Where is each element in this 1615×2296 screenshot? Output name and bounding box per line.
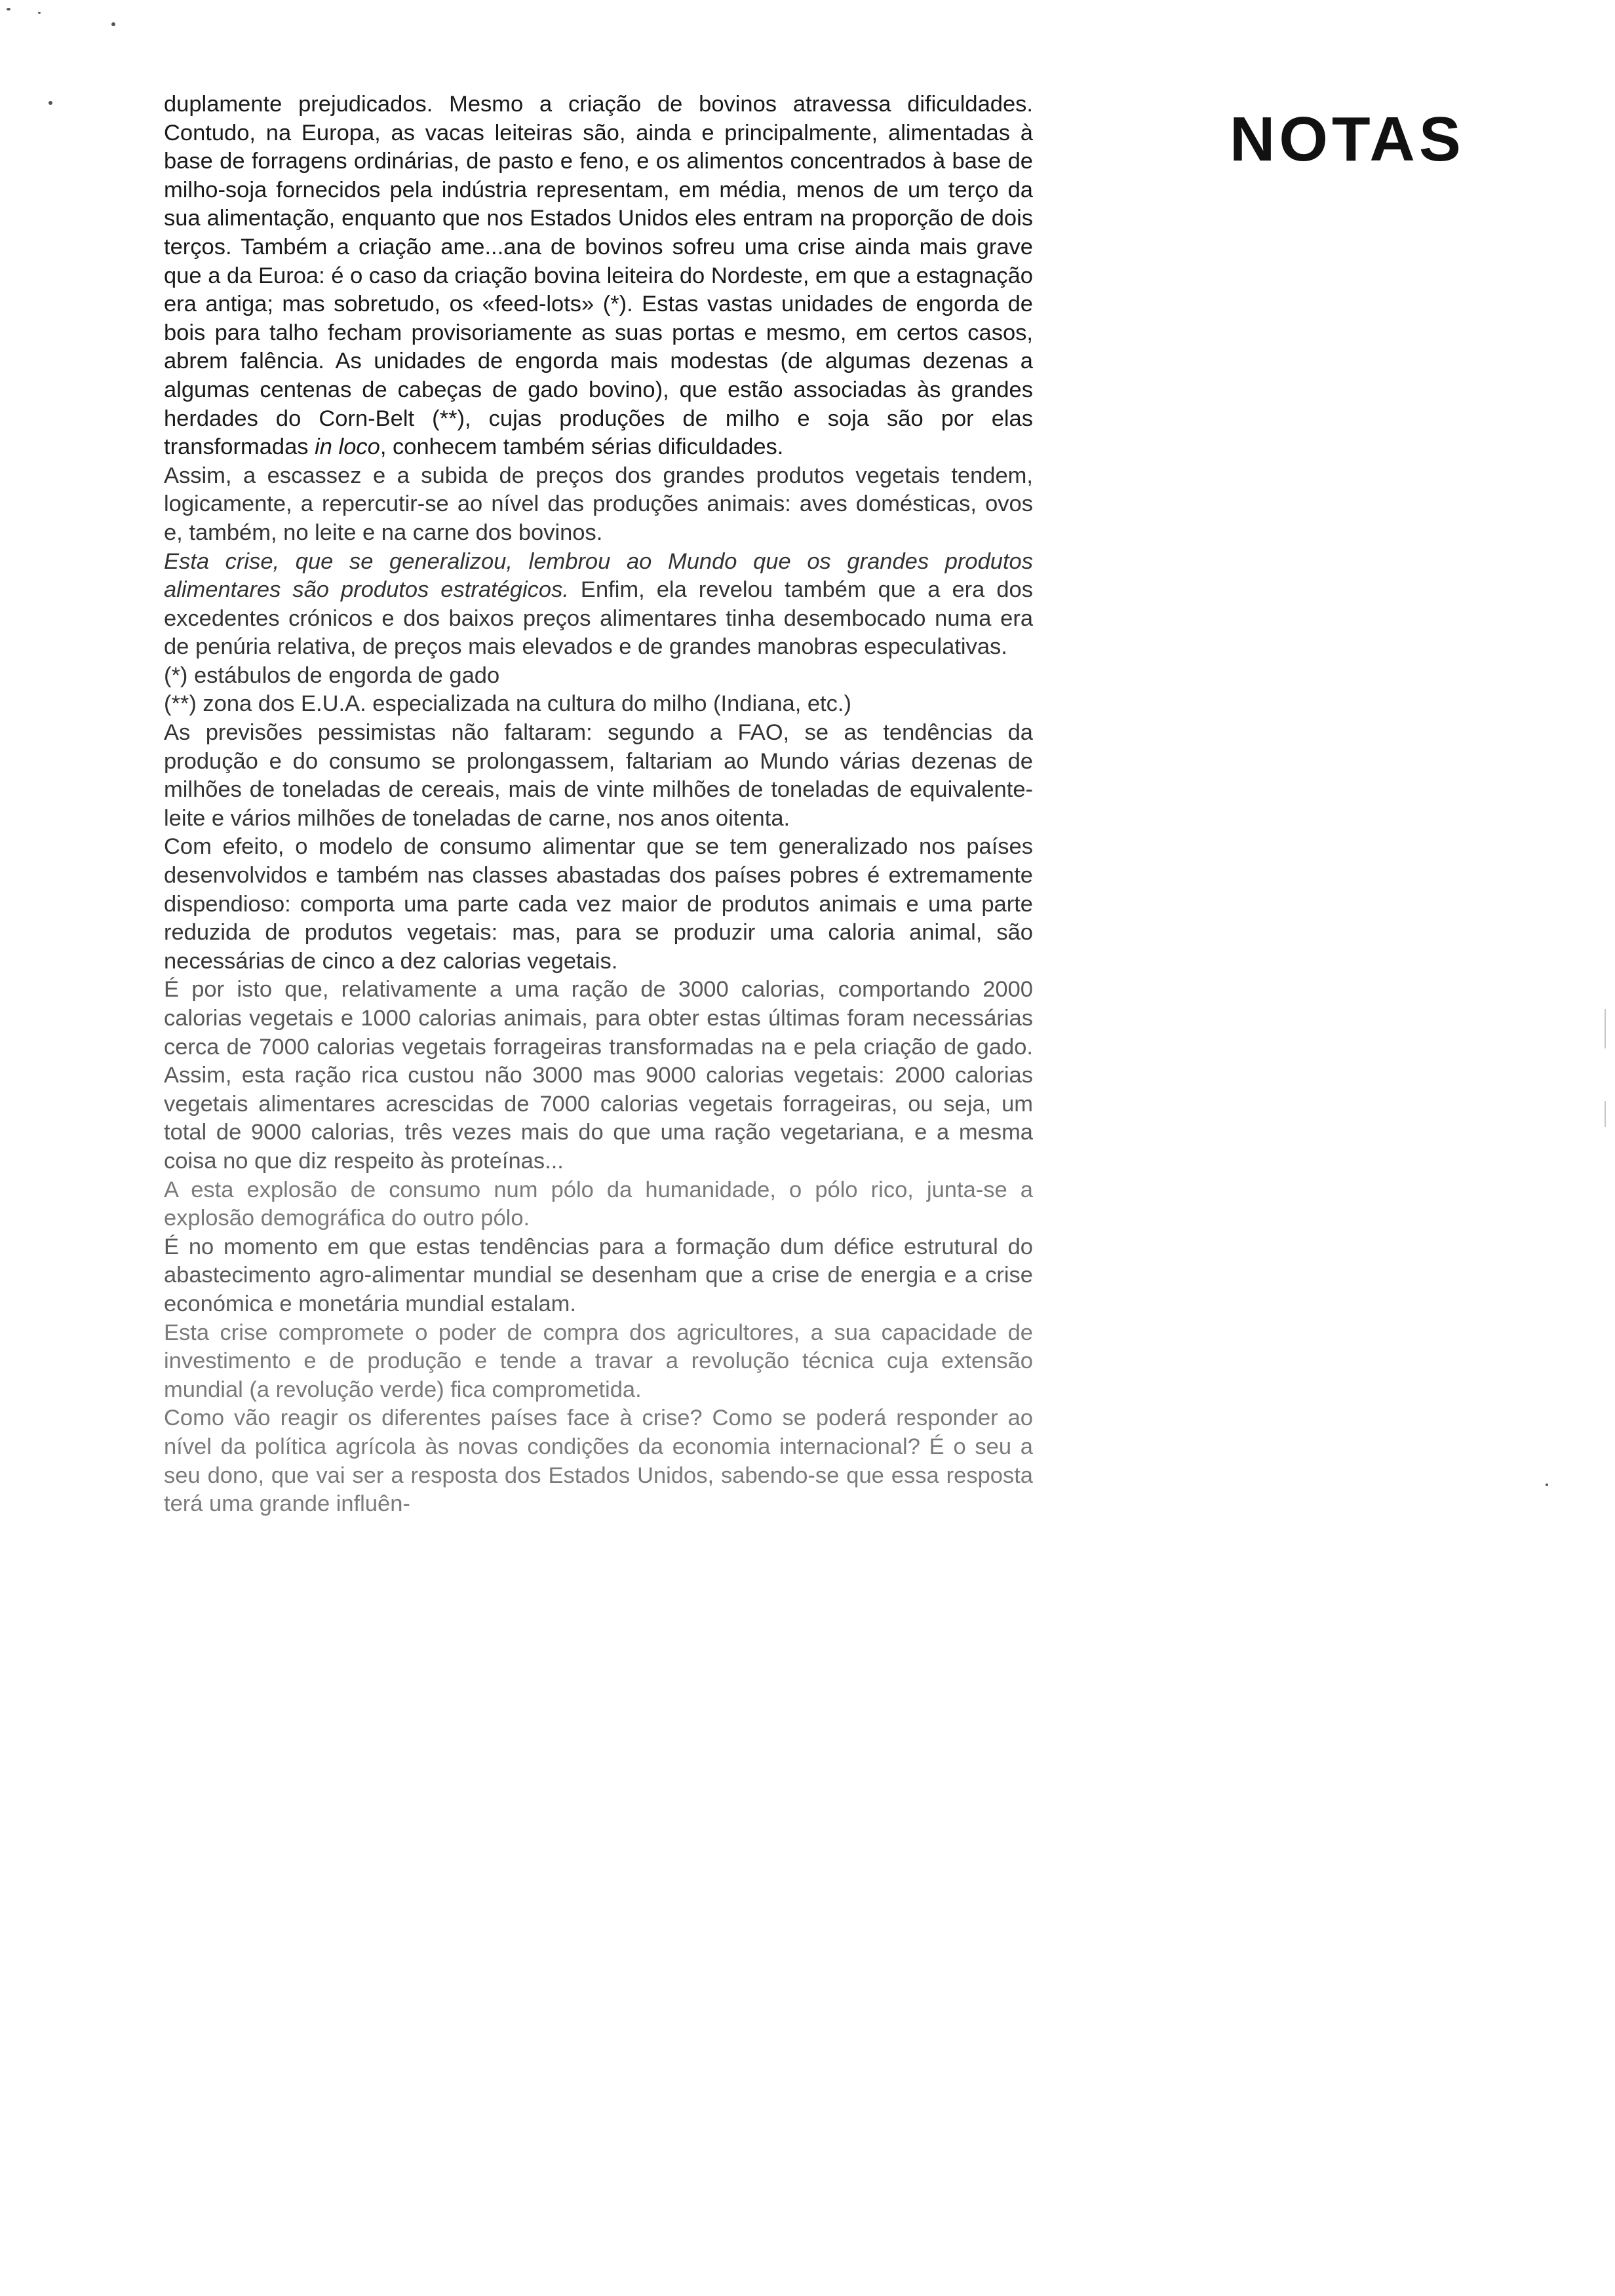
- scan-speck: [7, 8, 10, 10]
- paragraph-text: , conhecem também sérias dificuldades.: [379, 434, 784, 460]
- paragraph-text: É por isto que, relativamente a uma ração de 3000 calorias, comportando 2000 calorias vegetais e 1000 calorias animais, para obter estas últimas foram necessárias cerca de 7000 calorias vegetais forrageiras transformadas na e pela criação de gado. Assim, esta ração rica custou não 3000 mas 9000 calorias vegetais: 2000 calorias vegetais alimentares acrescidas de 7000 calorias vegetais forrageiras, ou seja, um total de 9000 calorias, três vezes mais do que uma ração vegetariana, e a mesma coisa no que diz respeito às proteínas...: [164, 977, 1033, 1174]
- paragraph-text: As previsões pessimistas não faltaram: segundo a FAO, se as tendências da produção e do consumo se prolongassem, faltariam ao Mundo várias dezenas de milhões de toneladas de cereais, mais de vinte milhões de toneladas de equivalente-leite e vários milhões de toneladas de carne, nos anos oitenta.: [164, 720, 1033, 831]
- scan-speck: [49, 101, 52, 105]
- body-paragraph: [164, 976, 1033, 1176]
- paragraph-text: Assim, a escassez e a subida de preços dos grandes produtos vegetais tendem, logicamente, a repercutir-se ao nível das produções animais: aves domésticas, ovos e, também, no leite e na carne dos bovinos.: [164, 463, 1033, 545]
- italic-text: Esta crise, que se generalizou, lembrou ao Mundo que os grandes produtos alimentares são produtos estratégicos.: [164, 548, 1033, 603]
- body-paragraph: [164, 90, 1033, 462]
- body-paragraph: [164, 1233, 1033, 1319]
- section-heading: NOTAS: [1230, 104, 1465, 174]
- body-paragraph: [164, 548, 1033, 662]
- paragraph-text: (**) zona dos E.U.A. especializada na cultura do milho (Indiana, etc.): [164, 691, 851, 717]
- paragraph-text: A esta explosão de consumo num pólo da humanidade, o pólo rico, junta-se a explosão demográfica do outro pólo.: [164, 1177, 1033, 1231]
- paragraph-text: Como vão reagir os diferentes países face à crise? Como se poderá responder ao nível da política agrícola às novas condições da economia internacional? É o seu a seu dono, que vai ser a resposta dos Estados Unidos, sabendo-se que essa resposta terá uma grande influên-: [164, 1406, 1033, 1517]
- paragraph-text: Esta crise compromete o poder de compra dos agricultores, a sua capacidade de investimento e de produção e tende a travar a revolução técnica cuja extensão mundial (a revolução verde) fica comprometida.: [164, 1320, 1033, 1402]
- body-paragraph: [164, 1404, 1033, 1518]
- scan-speck: [38, 12, 41, 14]
- paragraph-text: (*) estábulos de engorda de gado: [164, 662, 500, 688]
- text-column: [164, 90, 1033, 1519]
- body-paragraph: [164, 1319, 1033, 1405]
- italic-text: in loco: [315, 434, 380, 460]
- body-paragraph: [164, 833, 1033, 976]
- footnote: [164, 690, 1033, 719]
- scan-speck: [1546, 1483, 1548, 1486]
- paragraph-text: duplamente prejudicados. Mesmo a criação de bovinos atravessa dificuldades. Contudo, na Europa, as vacas leiteiras são, ainda e principalmente, alimentadas à base de forragens ordinárias, de pasto e feno, e os alimentos concentrados à base de milho-soja fornecidos pela indústria representam, em média, menos de um terço da sua alimentação, enquanto que nos Estados Unidos eles entram na proporção de dois terços. Também a criação ame...ana de bovinos sofreu uma crise ainda mais grave que a da Euroa: é o caso da criação bovina leiteira do Nordeste, em que a estagnação era antiga; mas sobretudo, os «feed-lots» (*). Estas vastas unidades de engorda de bois para talho fecham provisoriamente as suas portas e mesmo, em certos casos, abrem falência. As unidades de engorda mais modestas (de algumas dezenas a algumas centenas de cabeças de gado bovino), que estão associadas às grandes herdades do Corn-Belt (**), cujas produções de milho e soja são por elas transformadas: [164, 92, 1033, 460]
- paragraph-text: É no momento em que estas tendências para a formação dum défice estrutural do abastecimento agro-alimentar mundial se desenham que a crise de energia e a crise económica e monetária mundial estalam.: [164, 1234, 1033, 1316]
- scan-speck: [111, 22, 115, 26]
- paragraph-text: Enfim, ela revelou também que a era dos excedentes crónicos e dos baixos preços alimentares tinha desembocado numa era de penúria relativa, de preços mais elevados e de grandes manobras especulativas.: [164, 577, 1033, 660]
- footnote: [164, 662, 1033, 691]
- body-paragraph: [164, 1176, 1033, 1233]
- body-paragraph: [164, 462, 1033, 548]
- paragraph-text: Com efeito, o modelo de consumo alimentar que se tem generalizado nos países desenvolvidos e também nas classes abastadas dos países pobres é extremamente dispendioso: comporta uma parte cada vez maior de produtos animais e uma parte reduzida de produtos vegetais: mas, para se produzir uma caloria animal, são necessárias de cinco a dez calorias vegetais.: [164, 834, 1033, 974]
- scan-edge-mark: [1605, 1009, 1606, 1048]
- body-paragraph: [164, 719, 1033, 833]
- scan-edge-mark: [1605, 1101, 1606, 1127]
